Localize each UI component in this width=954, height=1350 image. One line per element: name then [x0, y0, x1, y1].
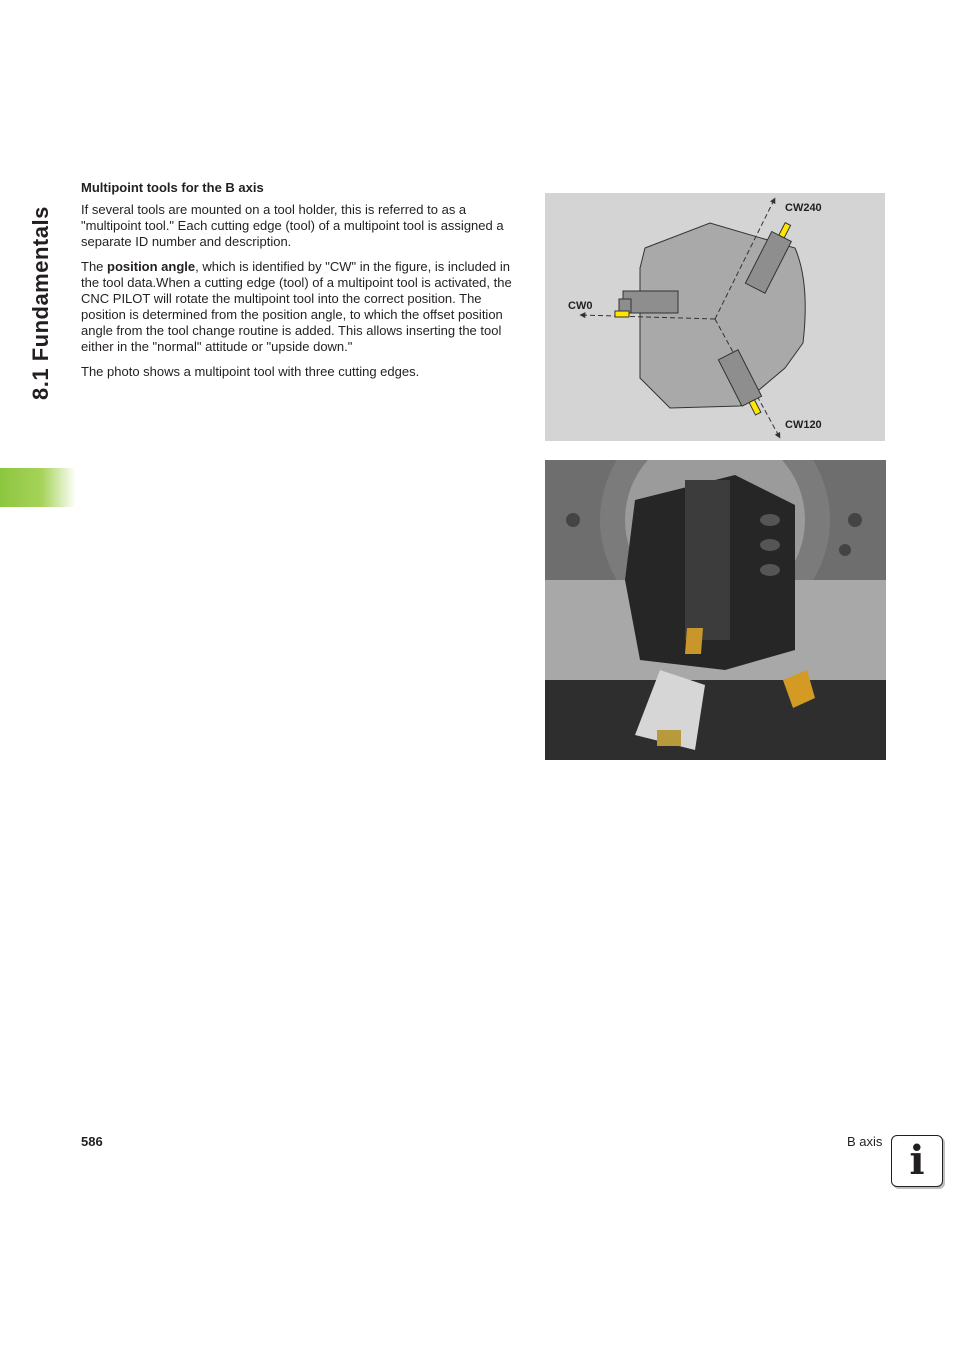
photo-insert-bottom — [657, 730, 681, 746]
info-icon: i — [891, 1135, 943, 1187]
position-angle-figure — [545, 193, 885, 441]
cw120-insert — [749, 400, 761, 415]
cw0-insert — [615, 311, 629, 317]
photo-bottom-shadow — [545, 680, 886, 760]
label-cw240: CW240 — [785, 202, 822, 214]
paragraph-2-prefix: The — [81, 259, 108, 274]
footer-chapter-title: B axis — [847, 1134, 883, 1149]
section-heading: Multipoint tools for the B axis — [81, 180, 264, 195]
chapter-tab-marker — [0, 468, 76, 507]
label-cw0: CW0 — [568, 300, 593, 312]
chapter-title: 8.1 Fundamentals — [28, 206, 53, 400]
paragraph-2-suffix: , which is identified by "CW" in the figure, is included in the tool data.When a cutting edge (tool) of a multipoint tool is activated, the CNC PILOT will rotate the multipoint tool into the correct position. The position is determined from the position angle, to which the offset position angle from the tool change routine is added. This allows inserting the tool either in the "normal" attitude or "upside down." — [81, 259, 512, 354]
label-cw120: CW120 — [785, 419, 822, 431]
cw240-insert — [779, 223, 791, 238]
paragraph-1: If several tools are mounted on a tool holder, this is referred to as a "multipoint tool." Each cutting edge (tool) of a multipoint tool is assigned a separate ID number and description. — [81, 202, 504, 249]
position-angle-term: position angle — [107, 259, 196, 274]
paragraph-2 — [81, 259, 524, 355]
page-number: 586 — [81, 1134, 103, 1149]
paragraph-3: The photo shows a multipoint tool with three cutting edges. — [81, 364, 420, 379]
multipoint-tool-photo — [545, 460, 886, 760]
photo-insert-top — [685, 628, 703, 654]
section-content — [81, 180, 524, 389]
